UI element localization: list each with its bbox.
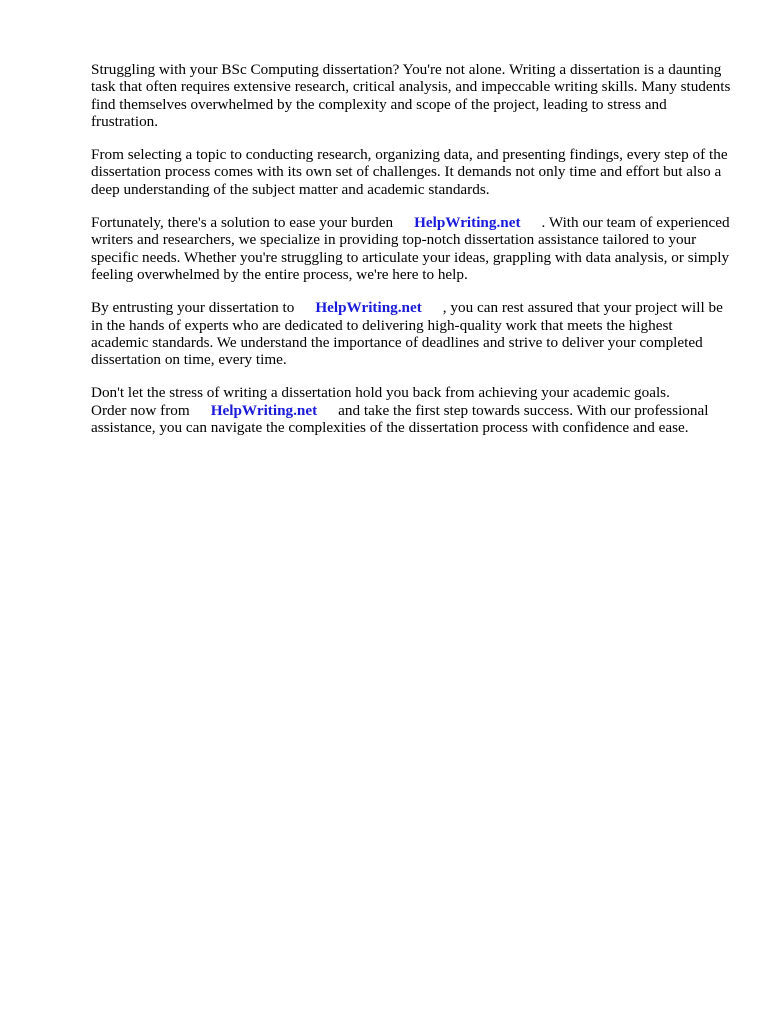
paragraph-solution [91, 214, 731, 283]
paragraph-cta-text-before: Order now from [91, 401, 190, 419]
helpwriting-link[interactable]: HelpWriting.net [315, 299, 422, 317]
paragraph-call-to-action [91, 384, 731, 436]
helpwriting-link[interactable]: HelpWriting.net [210, 401, 318, 419]
paragraph-solution-text-after: . With our team of experienced writers and researchers, we specialize in providing top-notch dissertation assistance tailored to your specific needs. Whether you're struggling to articulate your ideas, grappling with data analysis, or simply feeling overwhelmed by the entire process, we're here to help. [91, 214, 730, 283]
paragraph-challenges: From selecting a topic to conducting research, organizing data, and presenting findings, every step of the dissertation process comes with its own set of challenges. It demands not only time and effort but also a deep understanding of the subject matter and academic standards. [91, 146, 728, 198]
helpwriting-link[interactable]: HelpWriting.net [414, 214, 521, 232]
paragraph-intro: Struggling with your BSc Computing dissertation? You're not alone. Writing a dissertation is a daunting task that often requires extensive research, critical analysis, and impeccable writing skills. Many students find themselves overwhelmed by the complexity and scope of the project, leading to stress and frustration. [91, 61, 731, 130]
paragraph-entrust [91, 299, 731, 368]
paragraph-cta-line1: Don't let the stress of writing a dissertation hold you back from achieving your academic goals. [91, 384, 670, 402]
paragraph-entrust-text-after: , you can rest assured that your project will be in the hands of experts who are dedicated to delivering high-quality work that meets the highest academic standards. We understand the importance of deadlines and strive to deliver your completed dissertation on time, every time. [91, 299, 723, 369]
paragraph-cta-text-after: and take the first step towards success. With our professional assistance, you can navigate the complexities of the dissertation process with confidence and ease. [91, 401, 709, 437]
paragraph-solution-text-before: Fortunately, there's a solution to ease your burden [91, 214, 394, 232]
paragraph-entrust-text-before: By entrusting your dissertation to [91, 299, 295, 317]
